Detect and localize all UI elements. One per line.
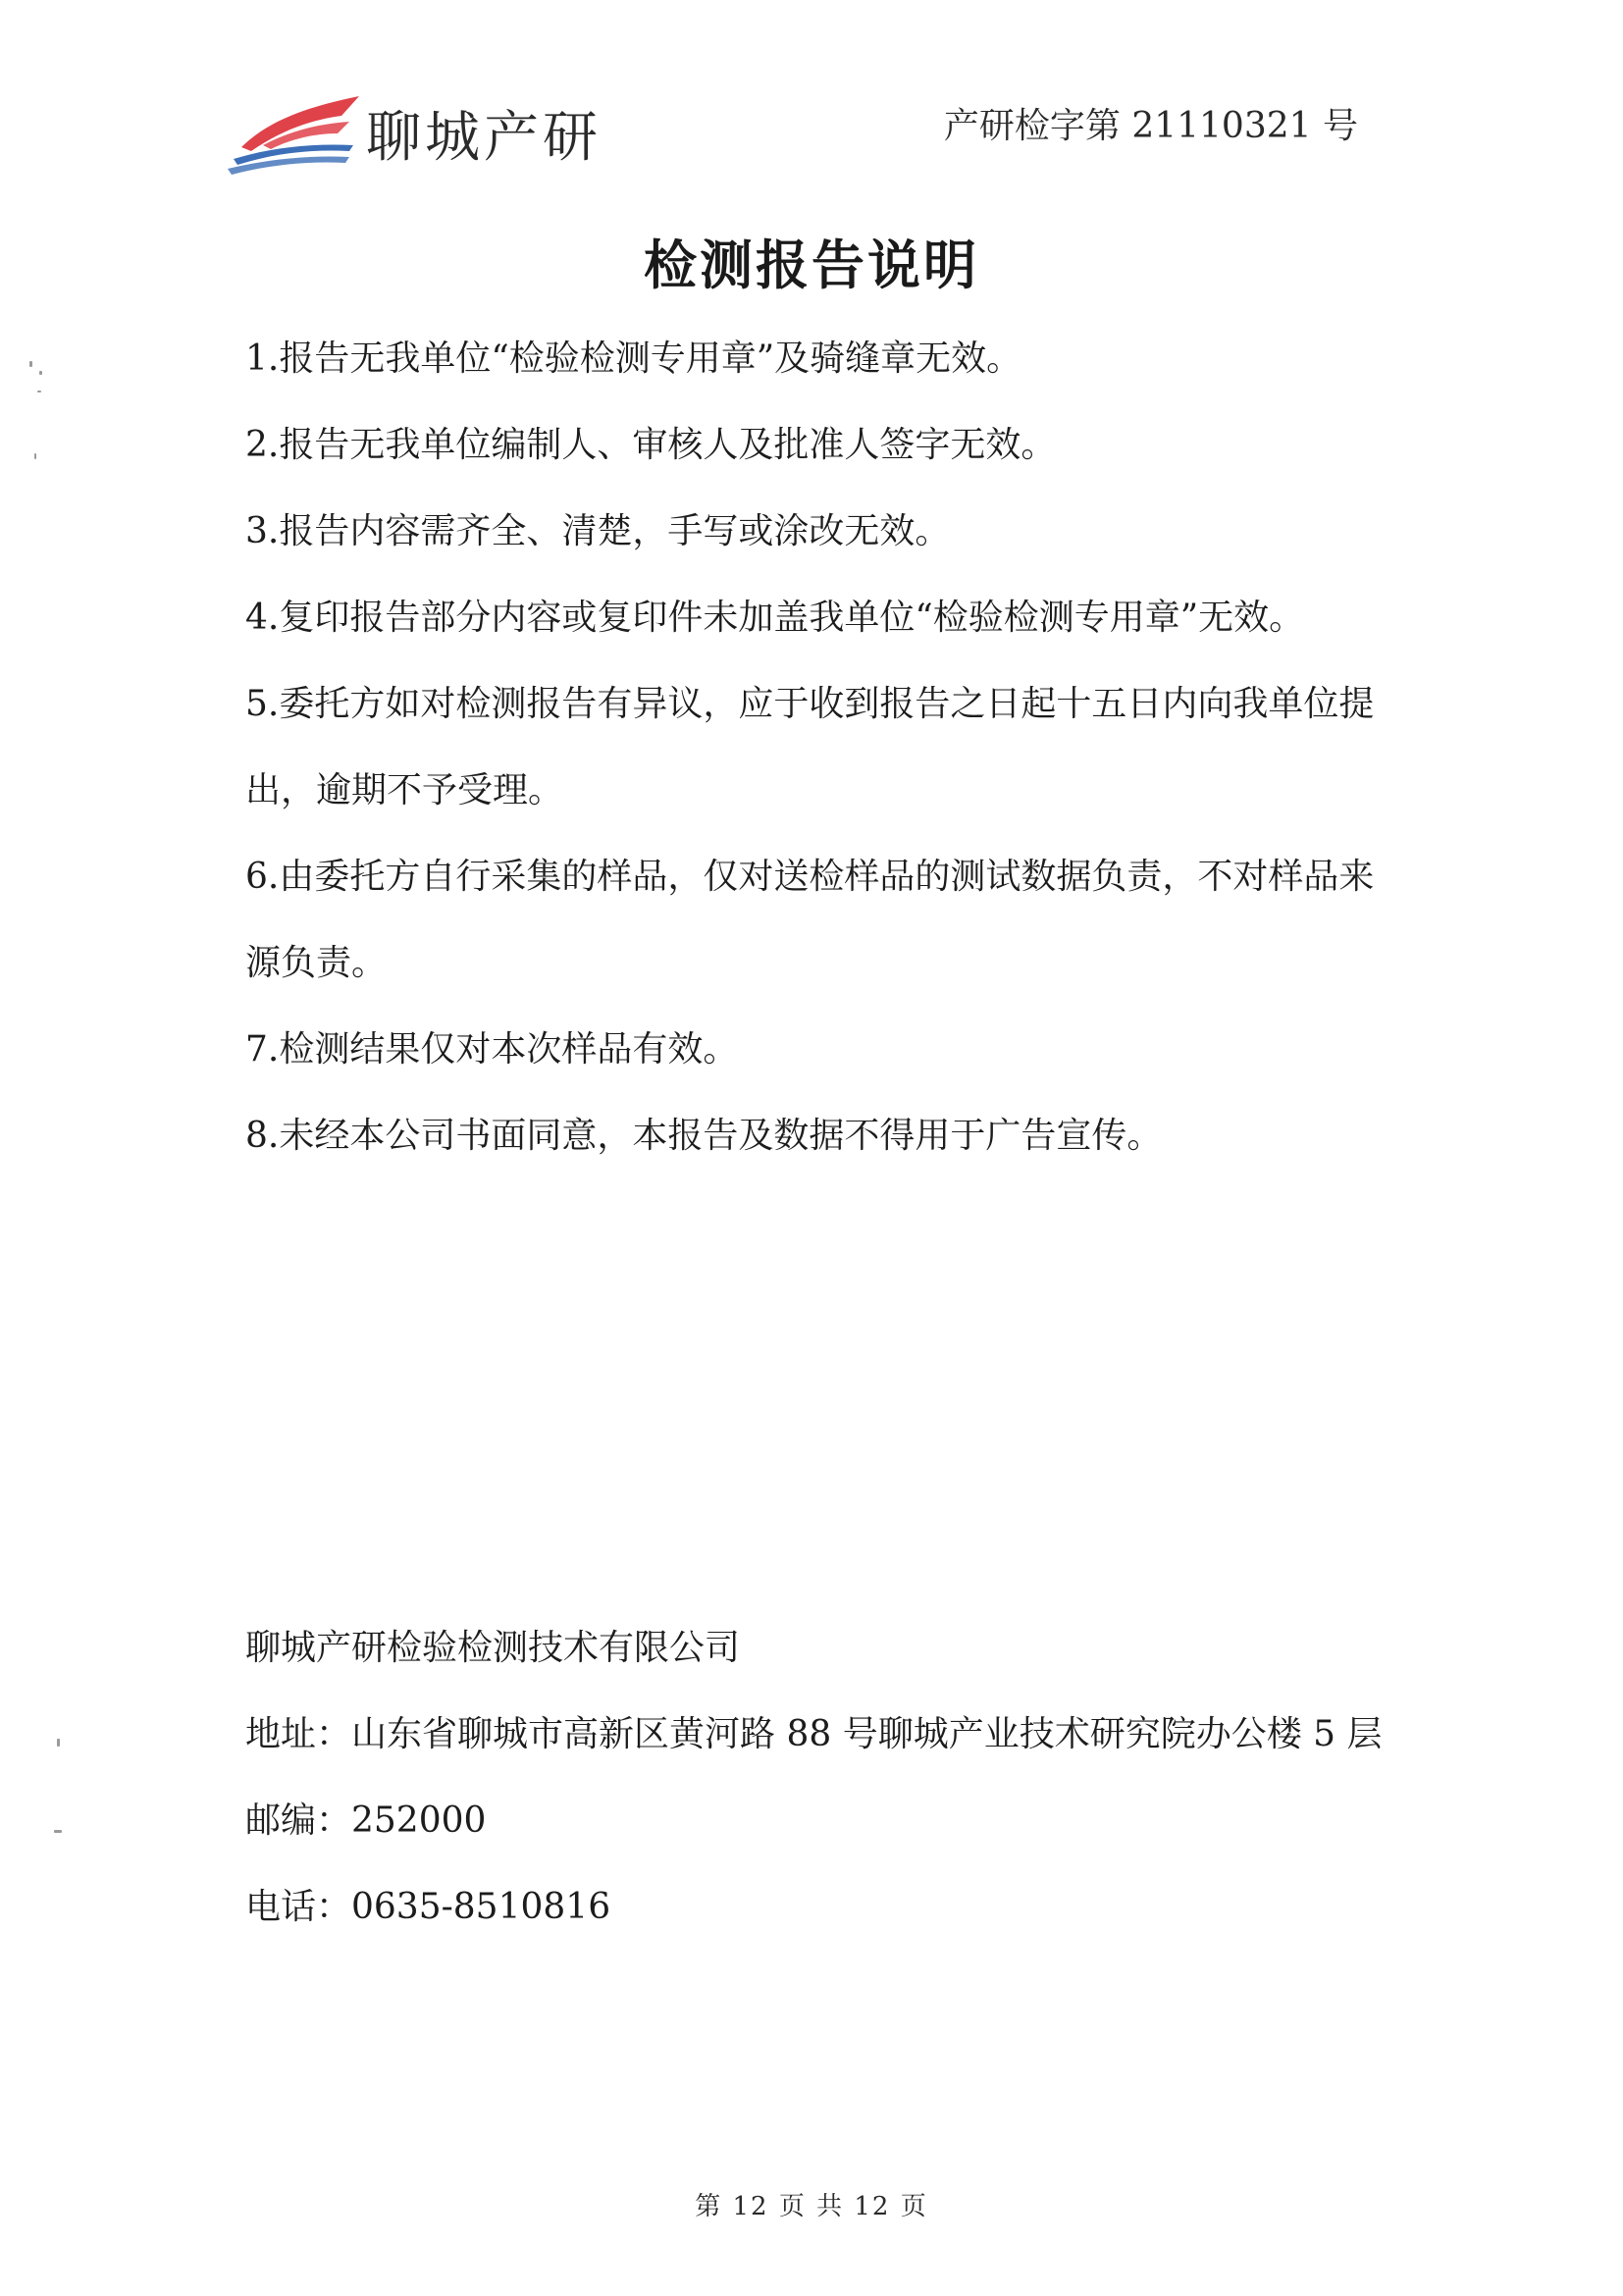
note-item: 3.报告内容需齐全、清楚，手写或涂改无效。 — [245, 511, 951, 551]
note-item: 2.报告无我单位编制人、审核人及批准人签字无效。 — [245, 425, 1057, 465]
company-postcode: 邮编：252000 — [245, 1800, 487, 1841]
company-phone: 电话：0635-8510816 — [245, 1887, 611, 1927]
scan-speck — [39, 371, 42, 375]
scan-speck — [54, 1830, 62, 1833]
company-info — [245, 1605, 1384, 1951]
note-item: 7.检测结果仅对本次样品有效。 — [245, 1029, 739, 1070]
page-footer: 第 12 页 共 12 页 — [695, 2192, 928, 2221]
note-item: 5.委托方如对检测报告有异议，应于收到报告之日起十五日内向我单位提出，逾期不予受理。 — [245, 684, 1375, 810]
company-logo — [224, 86, 655, 175]
scan-speck — [37, 391, 41, 392]
scan-speck — [29, 361, 32, 367]
page-title: 检测报告说明 — [644, 235, 979, 296]
company-name: 聊城产研检验检测技术有限公司 — [245, 1628, 741, 1668]
notes-list — [245, 316, 1384, 1179]
note-item: 4.复印报告部分内容或复印件未加盖我单位“检验检测专用章”无效。 — [245, 598, 1305, 638]
page-header — [0, 0, 1623, 196]
note-item: 1.报告无我单位“检验检测专用章”及骑缝章无效。 — [245, 339, 1022, 379]
company-address: 地址：山东省聊城市高新区黄河路 88 号聊城产业技术研究院办公楼 5 层 — [245, 1714, 1383, 1754]
note-item: 6.由委托方自行采集的样品，仅对送检样品的测试数据负责，不对样品来源负责。 — [245, 857, 1375, 983]
logo-text: 聊城产研 — [366, 106, 602, 170]
wave-logo-icon — [224, 86, 361, 175]
note-item: 8.未经本公司书面同意，本报告及数据不得用于广告宣传。 — [245, 1116, 1163, 1156]
scan-speck — [34, 453, 36, 459]
report-number: 产研检字第 21110321 号 — [943, 106, 1358, 146]
scan-speck — [57, 1739, 60, 1747]
